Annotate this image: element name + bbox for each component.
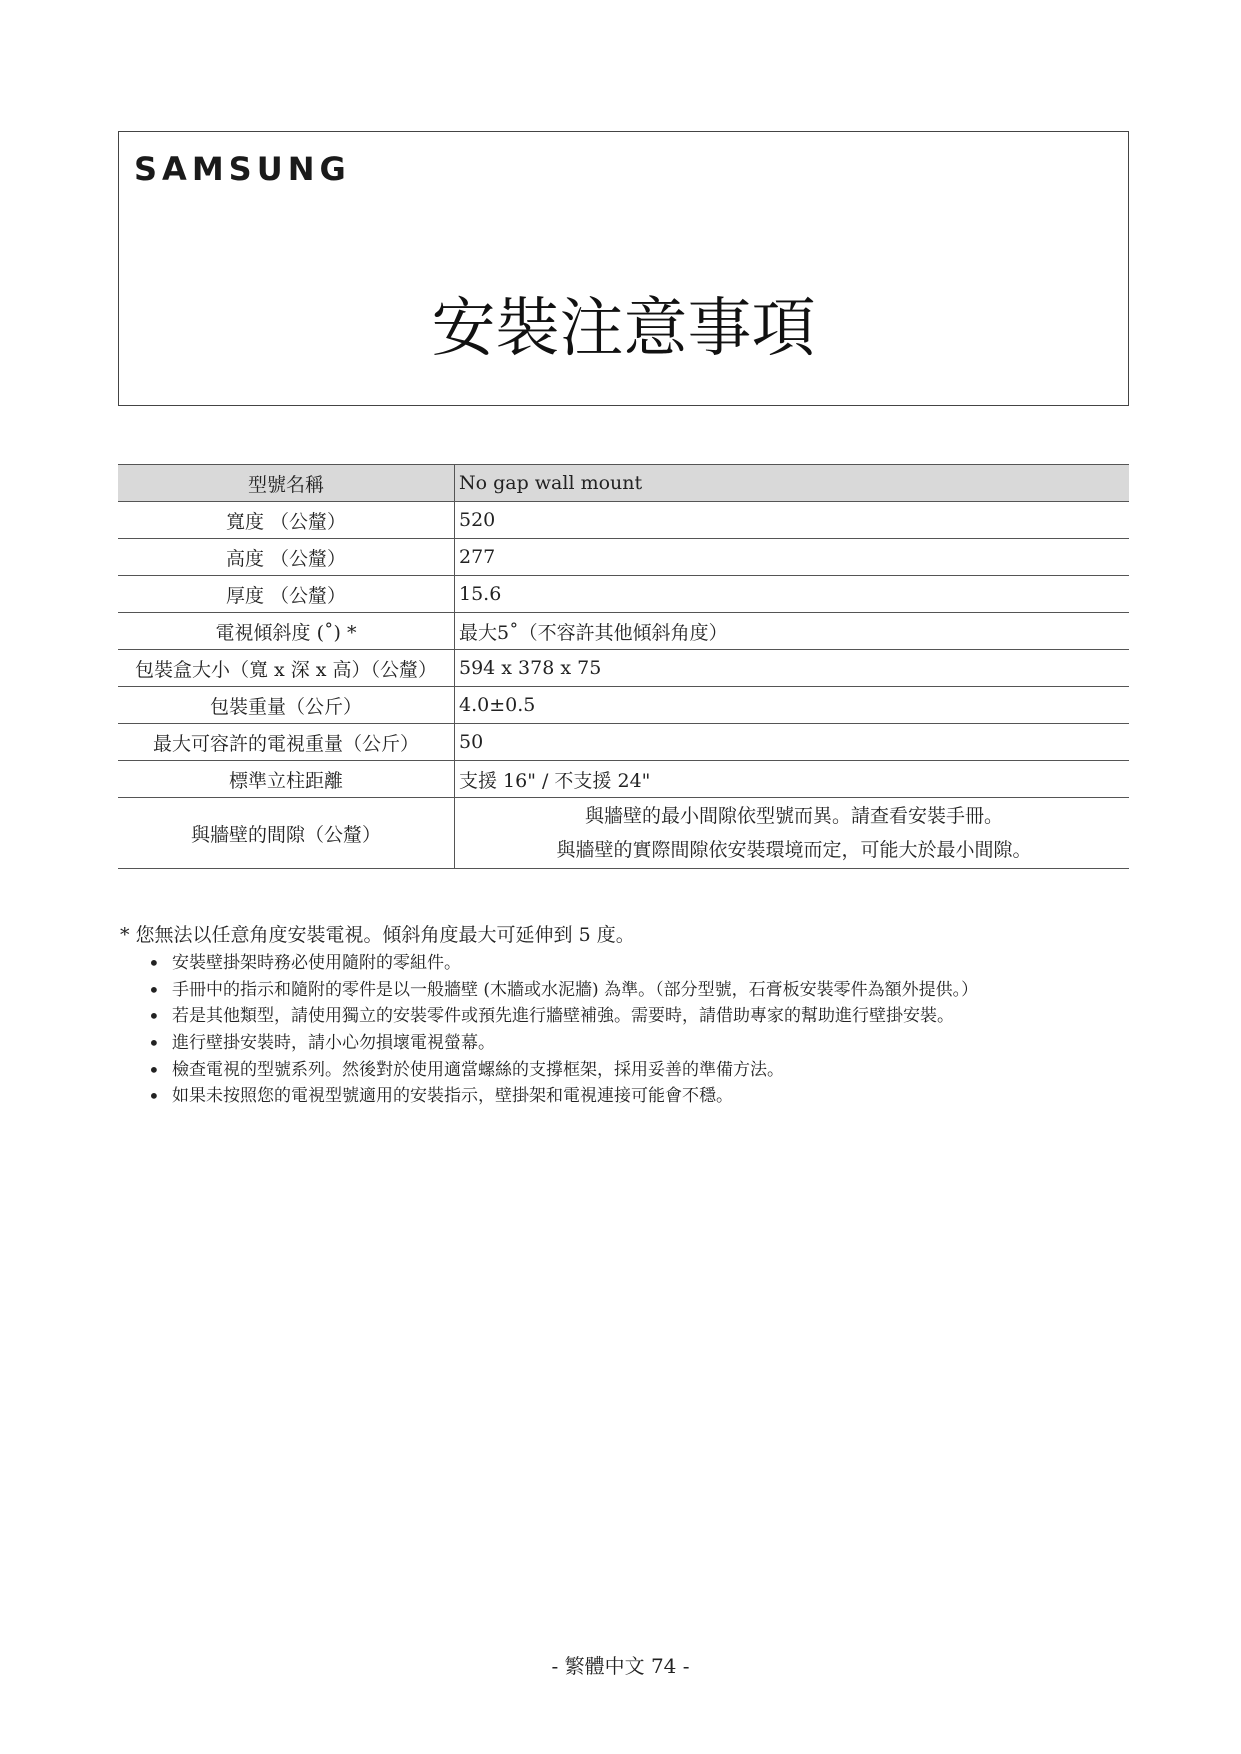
list-item: • 若是其他類型，請使用獨立的安裝零件或預先進行牆壁補強。需要時，請借助專家的幫助進行壁掛安裝。 xyxy=(148,1003,978,1030)
table-row xyxy=(118,539,1129,576)
list-item: • 如果未按照您的電視型號適用的安裝指示，壁掛架和電視連接可能會不穩。 xyxy=(148,1083,978,1110)
row-value: 520 xyxy=(455,502,1130,539)
page-footer: - 繁體中文 74 - xyxy=(551,1654,690,1678)
table-row xyxy=(118,613,1129,650)
row-value xyxy=(455,798,1130,869)
row-label: 型號名稱 xyxy=(118,465,455,502)
row-value: No gap wall mount xyxy=(455,465,1130,502)
table-row xyxy=(118,724,1129,761)
row-value: 4.0±0.5 xyxy=(455,687,1130,724)
row-value: 支援 16" / 不支援 24" xyxy=(455,761,1130,798)
row-value: 50 xyxy=(455,724,1130,761)
row-value: 15.6 xyxy=(455,576,1130,613)
table-row xyxy=(118,502,1129,539)
gap-line-2: 與牆壁的實際間隙依安裝環境而定，可能大於最小間隙。 xyxy=(556,839,1032,861)
table-row xyxy=(118,465,1129,502)
row-label: 標準立柱距離 xyxy=(118,761,455,798)
row-label: 寬度 （公釐） xyxy=(118,502,455,539)
list-item: • 進行壁掛安裝時，請小心勿損壞電視螢幕。 xyxy=(148,1030,978,1057)
row-label: 與牆壁的間隙（公釐） xyxy=(118,798,455,869)
table-row xyxy=(118,687,1129,724)
row-label: 高度 （公釐） xyxy=(118,539,455,576)
row-label: 包裝盒大小（寬 x 深 x 高）（公釐） xyxy=(118,650,455,687)
row-value: 最大5˚（不容許其他傾斜角度） xyxy=(455,613,1130,650)
row-label: 電視傾斜度 (˚) * xyxy=(118,613,455,650)
row-label: 包裝重量（公斤） xyxy=(118,687,455,724)
table-row xyxy=(118,650,1129,687)
header-box xyxy=(118,131,1129,406)
list-item: • 檢查電視的型號系列。然後對於使用適當螺絲的支撐框架，採用妥善的準備方法。 xyxy=(148,1057,978,1084)
samsung-logo: SAMSUNG xyxy=(134,150,351,188)
row-value: 594 x 378 x 75 xyxy=(455,650,1130,687)
list-item: • 手冊中的指示和隨附的零件是以一般牆壁 (木牆或水泥牆) 為準。（部分型號，石膏板安裝零件為額外提供。） xyxy=(148,977,978,1004)
row-label: 厚度 （公釐） xyxy=(118,576,455,613)
page-title: 安裝注意事項 xyxy=(431,292,816,366)
row-value: 277 xyxy=(455,539,1130,576)
list-item: • 安裝壁掛架時務必使用隨附的零組件。 xyxy=(148,950,978,977)
row-label: 最大可容許的電視重量（公斤） xyxy=(118,724,455,761)
bullet-list xyxy=(148,950,978,1110)
spec-table xyxy=(118,464,1129,869)
tilt-note: * 您無法以任意角度安裝電視。傾斜角度最大可延伸到 5 度。 xyxy=(120,924,635,946)
table-row xyxy=(118,576,1129,613)
gap-line-1: 與牆壁的最小間隙依型號而異。請查看安裝手冊。 xyxy=(584,805,1003,827)
table-row xyxy=(118,761,1129,798)
table-row-wall-gap xyxy=(118,798,1129,869)
